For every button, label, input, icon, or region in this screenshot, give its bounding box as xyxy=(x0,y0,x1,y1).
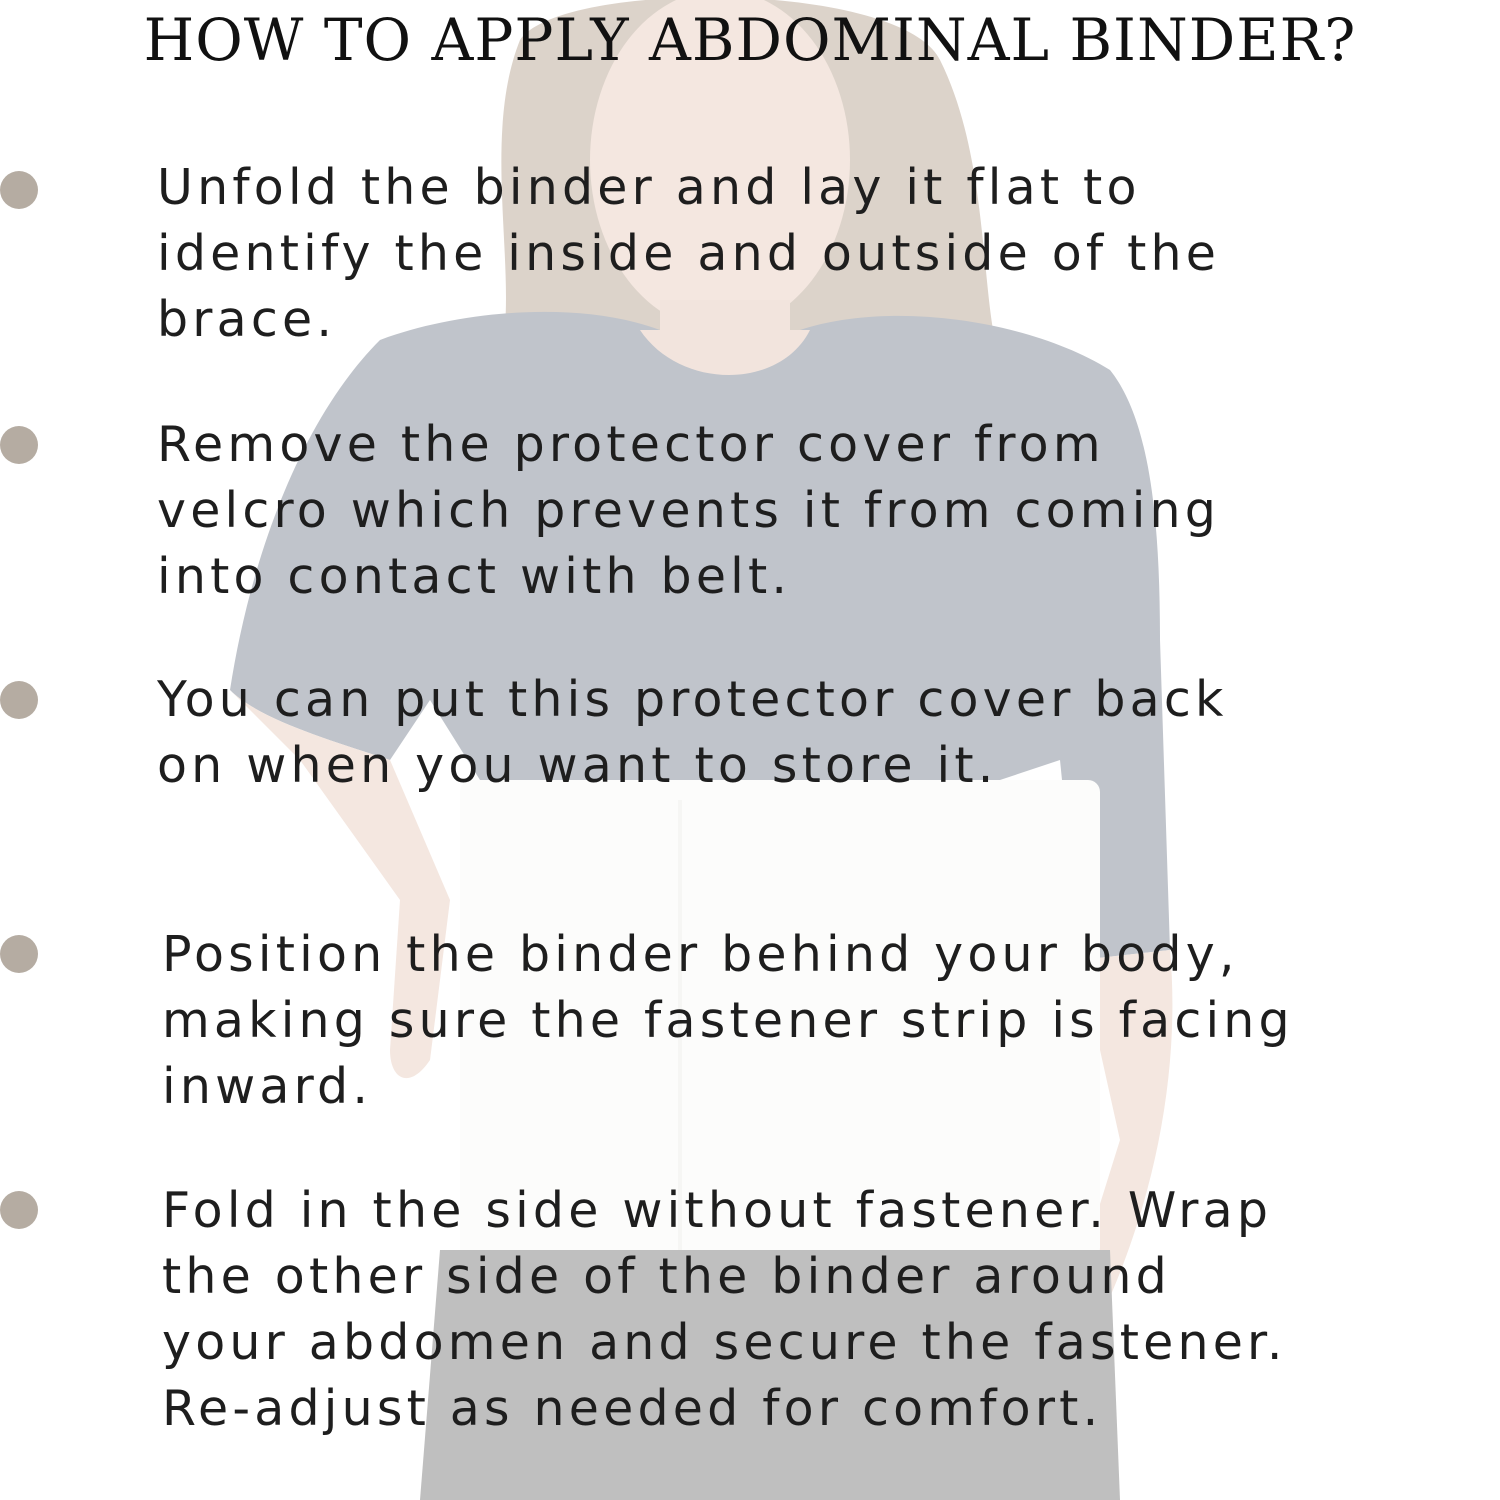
step-line: Position the binder behind your body, xyxy=(162,926,1239,983)
step-text xyxy=(157,667,1228,799)
step-line: brace. xyxy=(157,291,337,348)
step-line: inward. xyxy=(162,1058,373,1115)
step-text xyxy=(157,412,1220,610)
step-line: Remove the protector cover from xyxy=(157,416,1105,473)
step-line: identify the inside and outside of the xyxy=(157,225,1221,282)
step-text xyxy=(162,1178,1287,1442)
step-line: the other side of the binder around xyxy=(162,1248,1171,1305)
page-title: HOW TO APPLY ABDOMINAL BINDER? xyxy=(143,6,1357,74)
bullet-dot-icon xyxy=(0,935,38,973)
step-line: your abdomen and secure the fastener. xyxy=(162,1314,1287,1371)
bullet-dot-icon xyxy=(0,1191,38,1229)
step-line: on when you want to store it. xyxy=(157,737,998,794)
step-text xyxy=(162,922,1294,1120)
bullet-dot-icon xyxy=(0,171,38,209)
step-line: making sure the fastener strip is facing xyxy=(162,992,1294,1049)
step-text xyxy=(157,155,1220,353)
bullet-dot-icon xyxy=(0,426,38,464)
step-line: velcro which prevents it from coming xyxy=(157,482,1221,539)
step-line: Fold in the side without fastener. Wrap xyxy=(162,1182,1273,1239)
step-line: Re-adjust as needed for comfort. xyxy=(162,1380,1103,1437)
bullet-dot-icon xyxy=(0,681,38,719)
step-line: You can put this protector cover back xyxy=(157,671,1228,728)
step-line: into contact with belt. xyxy=(157,548,792,605)
step-line: Unfold the binder and lay it flat to xyxy=(157,159,1141,216)
